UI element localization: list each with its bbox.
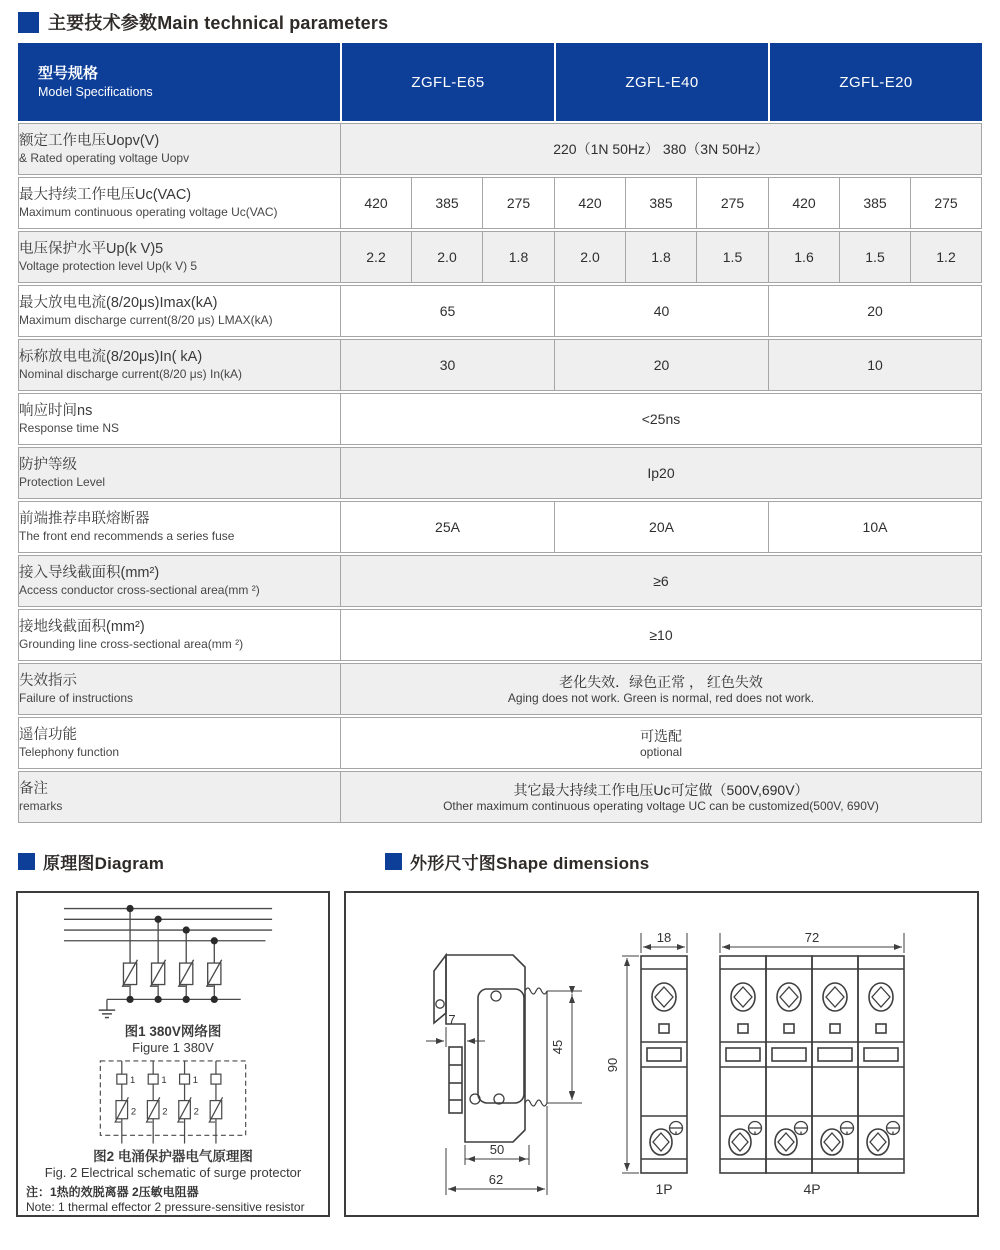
svg-text:7: 7 [448, 1012, 456, 1027]
svg-text:1: 1 [161, 1074, 167, 1086]
value-cell: 220（1N 50Hz） 380（3N 50Hz） [340, 123, 982, 175]
value-cell: 275 [696, 177, 768, 229]
figure2-schematic [23, 1056, 323, 1148]
row-label: 接地线截面积(mm²) Grounding line cross-sectional area(mm ²) [18, 609, 340, 661]
svg-text:2: 2 [162, 1106, 168, 1118]
value-cell: 385 [625, 177, 696, 229]
svg-text:72: 72 [804, 930, 820, 945]
table-header-row [18, 43, 982, 121]
row-label: 备注 remarks [18, 771, 340, 823]
value-cell: ≥10 [340, 609, 982, 661]
value-cell: ≥6 [340, 555, 982, 607]
row-label: 失效指示 Failure of instructions [18, 663, 340, 715]
row-label: 额定工作电压Uopv(V) & Rated operating voltage Uopv [18, 123, 340, 175]
table-row-in [18, 339, 982, 391]
value-cell: 420 [768, 177, 839, 229]
value-cell: 30 [340, 339, 554, 391]
row-label: 电压保护水平Up(k V)5 Voltage protection level Up(k V) 5 [18, 231, 340, 283]
front-view-dim-labels [605, 930, 819, 1072]
value-cell: 10A [768, 501, 982, 553]
value-cell: <25ns [340, 393, 982, 445]
value-cell: 1.6 [768, 231, 839, 283]
page-title [0, 0, 1000, 37]
value-cell: 385 [411, 177, 482, 229]
value-cell: 275 [482, 177, 554, 229]
value-cell: 20 [768, 285, 982, 337]
blue-square-icon [18, 853, 35, 870]
row-label: 防护等级 Protection Level [18, 447, 340, 499]
table-row-telephony [18, 717, 982, 769]
value-cell: 其它最大持续工作电压Uc可定做（500V,690V） Other maximum continuous operating voltage UC can be customized(500V, 690V) [340, 771, 982, 823]
svg-text:50: 50 [489, 1142, 505, 1157]
table-row-response-time [18, 393, 982, 445]
pole-labels [655, 1181, 820, 1197]
table-row-max-voltage [18, 177, 982, 229]
header-model-e20: ZGFL-E20 [768, 43, 982, 121]
header-model-e65: ZGFL-E65 [340, 43, 554, 121]
header-model-spec: 型号规格 Model Specifications [18, 43, 340, 121]
table-row-access-area [18, 555, 982, 607]
page-title-text: 主要技术参数Main technical parameters [48, 13, 389, 33]
value-cell: 可选配 optional [340, 717, 982, 769]
value-cell: 420 [554, 177, 625, 229]
shape-dimensions-drawing [346, 893, 977, 1215]
table-row-remarks [18, 771, 982, 823]
row-label: 接入导线截面积(mm²) Access conductor cross-sectional area(mm ²) [18, 555, 340, 607]
section-diagram-title: 原理图Diagram [18, 849, 164, 874]
value-cell: 385 [839, 177, 910, 229]
value-cell: 2.0 [554, 231, 625, 283]
value-cell: 10 [768, 339, 982, 391]
section-shape-title: 外形尺寸图Shape dimensions [385, 849, 649, 874]
row-label: 最大持续工作电压Uc(VAC) Maximum continuous operating voltage Uc(VAC) [18, 177, 340, 229]
value-cell: 2.2 [340, 231, 411, 283]
svg-text:62: 62 [488, 1172, 504, 1187]
front-view-1p [641, 956, 687, 1173]
value-cell: 2.0 [411, 231, 482, 283]
row-label: 标称放电电流(8/20μs)In( kA) Nominal discharge current(8/20 μs) In(kA) [18, 339, 340, 391]
value-cell: 65 [340, 285, 554, 337]
svg-text:1: 1 [130, 1074, 136, 1086]
svg-text:18: 18 [656, 930, 672, 945]
svg-text:90: 90 [605, 1057, 620, 1073]
shape-dimensions-box [344, 891, 979, 1217]
value-cell: 1.8 [482, 231, 554, 283]
svg-text:1: 1 [192, 1074, 199, 1086]
table-row-ground-area [18, 609, 982, 661]
value-cell: 老化失效．绿色正常 ， 红色失效 Aging does not work. Green is normal, red does not work. [340, 663, 982, 715]
value-cell: 1.5 [839, 231, 910, 283]
table-row-protection-level-up [18, 231, 982, 283]
figure1-caption: 图1 380V网络图 Figure 1 380V [124, 1023, 222, 1055]
blue-square-icon [18, 12, 39, 33]
value-cell: 420 [340, 177, 411, 229]
value-cell: 1.2 [910, 231, 982, 283]
row-label: 响应时间ns Response time NS [18, 393, 340, 445]
section-headers [0, 849, 1000, 883]
value-cell: 275 [910, 177, 982, 229]
varistor-symbols [123, 960, 222, 986]
svg-text:2: 2 [193, 1106, 199, 1118]
row-label: 前端推荐串联熔断器 The front end recommends a series fuse [18, 501, 340, 553]
table-row-rated-voltage [18, 123, 982, 175]
blue-square-icon [385, 853, 402, 870]
row-label: 最大放电电流(8/20μs)Imax(kA) Maximum discharge current(8/20 μs) LMAX(kA) [18, 285, 340, 337]
svg-text:45: 45 [550, 1039, 565, 1055]
value-cell: 1.8 [625, 231, 696, 283]
value-cell: 20A [554, 501, 768, 553]
svg-text:2: 2 [130, 1106, 137, 1118]
value-cell: 1.5 [696, 231, 768, 283]
header-model-e40: ZGFL-E40 [554, 43, 768, 121]
diagram-note: 注：1热的效脱离器 2压敏电阻器 Note: 1 thermal effector 2 pressure-sensitive resistor [26, 1185, 305, 1214]
table-row-ip [18, 447, 982, 499]
value-cell: Ip20 [340, 447, 982, 499]
row-label: 遥信功能 Telephony function [18, 717, 340, 769]
value-cell: 25A [340, 501, 554, 553]
svg-text:4P: 4P [803, 1181, 821, 1197]
table-row-imax [18, 285, 982, 337]
table-row-failure [18, 663, 982, 715]
figure1-network-diagram [23, 897, 323, 1023]
value-cell: 40 [554, 285, 768, 337]
spec-table [18, 41, 982, 825]
table-row-fuse [18, 501, 982, 553]
front-view-4p [720, 956, 904, 1173]
side-profile-view [434, 955, 547, 1142]
svg-text:1P: 1P [655, 1181, 673, 1197]
value-cell: 20 [554, 339, 768, 391]
ground-icon [99, 1010, 116, 1017]
figure2-caption: 图2 电涌保护器电气原理图 Fig. 2 Electrical schematic of surge protector [44, 1149, 302, 1180]
diagram-box [16, 891, 330, 1217]
